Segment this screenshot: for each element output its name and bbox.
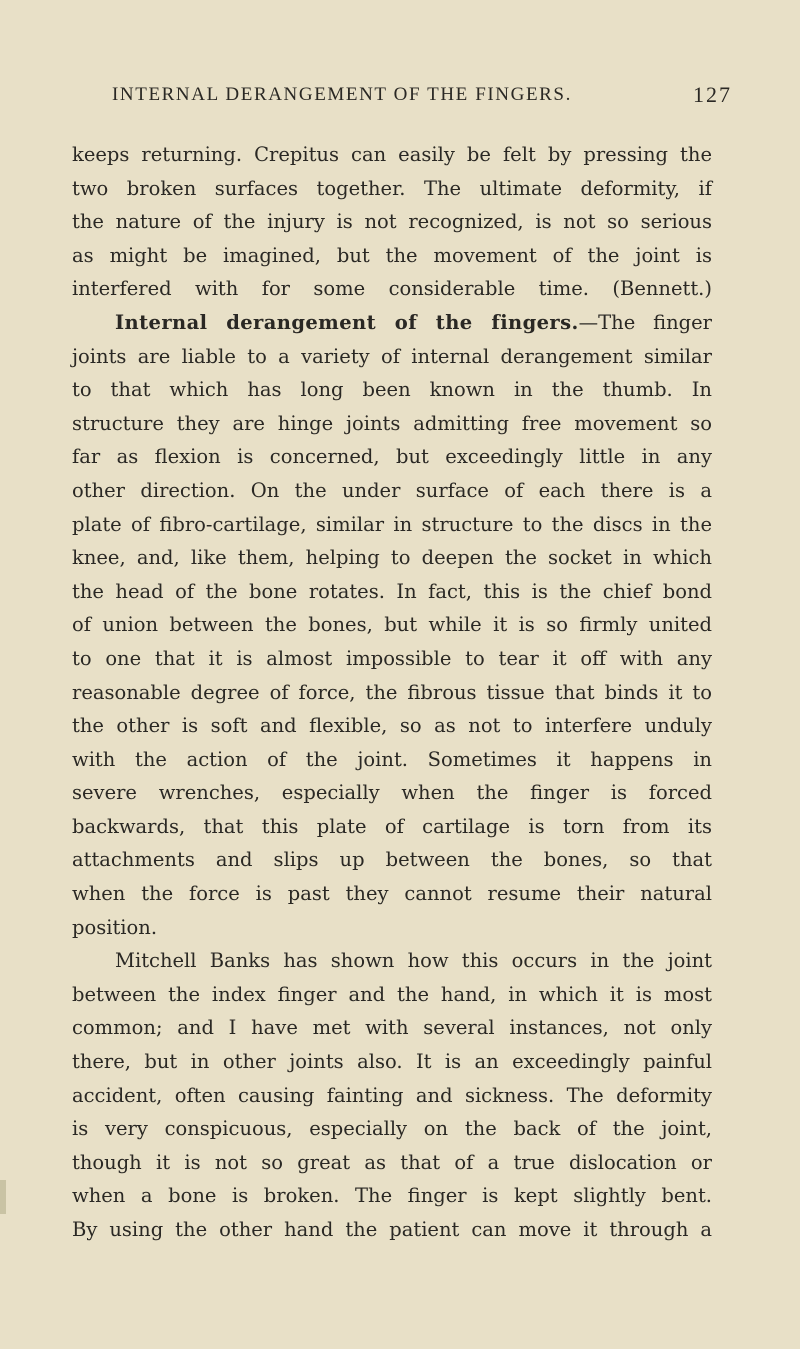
text-line: reasonable degree of force, the fibrous tissue that binds it to [72, 680, 712, 704]
text-line: when the force is past they cannot resume their natural [72, 882, 712, 906]
text-line: there, but in other joints also. It is an exceedingly painful [72, 1050, 712, 1074]
text-line: other direction. On the under surface of each there is a [72, 478, 712, 502]
page-edge-shadow [0, 1180, 6, 1214]
text-line: interfered with for some considerable time. (Bennett.) [72, 277, 712, 301]
text-line: though it is not so great as that of a true dislocation or [72, 1150, 712, 1174]
text-line: backwards, that this plate of cartilage is torn from its [72, 814, 712, 838]
text-line: accident, often causing fainting and sickness. The deformity [72, 1083, 712, 1107]
text-line: position. [72, 915, 158, 939]
text-line: to one that it is almost impossible to tear it off with any [72, 646, 712, 670]
text-line: of union between the bones, but while it is so firmly united [72, 613, 712, 637]
text-line: knee, and, like them, helping to deepen the socket in which [72, 546, 712, 570]
text-line: between the index finger and the hand, in which it is most [72, 982, 712, 1006]
text-line: two broken surfaces together. The ultimate deformity, if [72, 176, 712, 200]
page-number: 127 [693, 82, 732, 107]
text-line: the nature of the injury is not recognized, is not so serious [72, 210, 712, 234]
text-line: with the action of the joint. Sometimes it happens in [72, 747, 712, 771]
text-line: joints are liable to a variety of internal derangement similar [72, 344, 712, 368]
running-title: INTERNAL DERANGEMENT OF THE FINGERS. [112, 84, 572, 105]
text-line: the other is soft and flexible, so as not to interfere unduly [72, 714, 712, 738]
text-line: structure they are hinge joints admitting free movement so [72, 411, 712, 435]
text-line: Mitchell Banks has shown how this occurs in the joint [115, 949, 712, 973]
text-line: far as flexion is concerned, but exceedingly little in any [72, 445, 712, 469]
text-line: keeps returning. Crepitus can easily be felt by pressing the [72, 143, 712, 166]
text-line: plate of fibro-cartilage, similar in structure to the discs in the [72, 512, 712, 536]
text-line: is very conspicuous, especially on the back of the joint, [72, 1117, 712, 1141]
section-heading-rest: —The finger [578, 310, 713, 334]
section-heading: Internal derangement of the fingers. [115, 310, 579, 334]
section-heading-line [72, 306, 712, 340]
text-line: when a bone is broken. The finger is kept slightly bent. [72, 1184, 712, 1208]
text-line: common; and I have met with several instances, not only [72, 1016, 712, 1040]
text-line: By using the other hand the patient can move it through a [72, 1218, 712, 1241]
running-head [112, 84, 732, 114]
text-line: the head of the bone rotates. In fact, this is the chief bond [72, 579, 712, 603]
text-line: to that which has long been known in the thumb. In [72, 378, 712, 402]
text-line: severe wrenches, especially when the finger is forced [72, 781, 712, 805]
text-line: attachments and slips up between the bones, so that [72, 848, 712, 872]
text-line: as might be imagined, but the movement of the joint is [72, 243, 712, 267]
body-text [72, 138, 712, 1247]
